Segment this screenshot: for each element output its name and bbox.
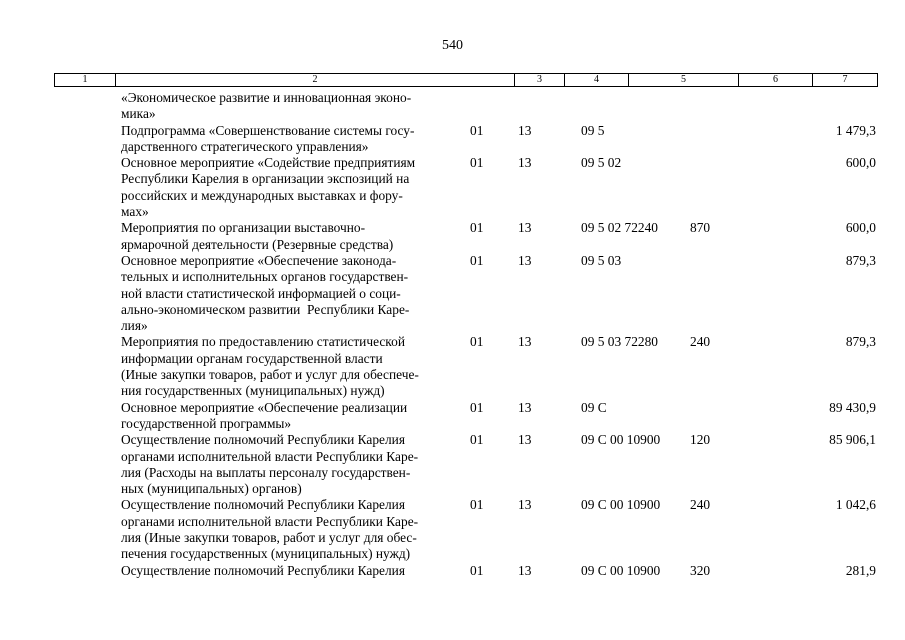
row-amount: 85 906,1	[829, 432, 876, 448]
row-item-name-line: «Экономическое развитие и инновационная эконо-	[121, 90, 412, 105]
row-expense-type-code: 240	[690, 334, 711, 350]
column-header-4: 4	[565, 74, 629, 86]
row-amount: 1 042,6	[835, 497, 876, 513]
row-section-code: 01	[470, 334, 484, 350]
row-target-article-code: 09 С 00 10900	[581, 562, 661, 578]
row-item-name-line: Основное мероприятие «Содействие предприятиям	[121, 155, 416, 171]
row-subsection-code: 13	[518, 122, 532, 138]
row-target-article-code: 09 5 03	[581, 252, 622, 268]
row-expense-type-code: 320	[690, 562, 711, 578]
row-amount: 600,0	[845, 220, 876, 236]
row-item-name-line: тельных и исполнительных органов государствен-	[121, 269, 409, 285]
row-amount: 89 430,9	[829, 399, 876, 415]
row-target-article-code: 09 5 02	[581, 155, 622, 171]
row-section-code: 01	[470, 497, 484, 513]
budget-table-body	[0, 90, 905, 579]
row-expense-type-code: 120	[690, 432, 711, 448]
row-item-name	[121, 253, 456, 334]
row-item-name-line: Осуществление полномочий Республики Карелия	[121, 497, 405, 513]
table-row	[0, 334, 905, 399]
row-subsection-code: 13	[518, 562, 532, 578]
column-header-7: 7	[842, 74, 848, 85]
row-item-name-line: Осуществление полномочий Республики Карелия	[121, 562, 405, 578]
row-subsection-code: 13	[518, 220, 532, 236]
row-section-code: 01	[470, 399, 484, 415]
row-item-name	[121, 400, 456, 433]
row-target-article-code: 09 С 00 10900	[581, 497, 661, 513]
row-item-name-line: Республики Карелия в организации экспозиций на	[121, 171, 410, 187]
row-item-name-line: Осуществление полномочий Республики Карелия	[121, 432, 405, 448]
table-row	[0, 400, 905, 433]
column-header-2: 2	[116, 74, 515, 86]
row-item-name-line: (Иные закупки товаров, работ и услуг для обеспече-	[121, 367, 419, 383]
row-amount: 879,3	[845, 252, 876, 268]
row-section-code: 01	[470, 432, 484, 448]
row-item-name-line: Мероприятия по организации выставочно-	[121, 220, 366, 236]
row-item-name	[121, 90, 456, 123]
row-item-name	[121, 497, 456, 562]
row-item-name	[121, 334, 456, 399]
row-amount: 879,3	[845, 334, 876, 350]
row-item-name-line: ярмарочной деятельности (Резервные средства)	[121, 236, 394, 252]
row-item-name-line: дарственного стратегического управления»	[121, 138, 369, 154]
row-item-name-line: органами исполнительной власти Республики Каре-	[121, 448, 419, 464]
row-item-name-line: ния государственных (муниципальных) нужд)	[121, 383, 385, 399]
row-item-name-line: государственной программы»	[121, 415, 292, 431]
table-row	[0, 253, 905, 335]
table-row	[0, 90, 905, 123]
row-target-article-code: 09 5 03 72280	[581, 334, 658, 350]
row-subsection-code: 13	[518, 155, 532, 171]
column-header-3: 3	[515, 74, 565, 86]
row-item-name-line: лия (Расходы на выплаты персоналу государствен-	[121, 464, 411, 480]
row-expense-type-code: 870	[690, 220, 711, 236]
row-amount: 281,9	[845, 562, 876, 578]
row-section-code: 01	[470, 562, 484, 578]
row-item-name-line: ных (муниципальных) органов)	[121, 481, 302, 497]
row-target-article-code: 09 5 02 72240	[581, 220, 658, 236]
row-section-code: 01	[470, 220, 484, 236]
row-item-name-line: российских и международных выставках и фору-	[121, 187, 403, 203]
row-subsection-code: 13	[518, 432, 532, 448]
table-row	[0, 220, 905, 253]
row-target-article-code: 09 5	[581, 122, 605, 138]
row-item-name	[121, 220, 456, 253]
row-amount: 1 479,3	[835, 122, 876, 138]
row-item-name-line: ной власти статистической информацией о соци-	[121, 285, 401, 301]
row-item-name-line: лия»	[121, 318, 148, 334]
row-expense-type-code: 240	[690, 497, 711, 513]
row-subsection-code: 13	[518, 399, 532, 415]
page-number: 540	[442, 38, 463, 53]
row-section-code: 01	[470, 155, 484, 171]
row-item-name-line: мика»	[121, 106, 156, 122]
row-subsection-code: 13	[518, 334, 532, 350]
table-row	[0, 432, 905, 497]
row-item-name-line: мах»	[121, 204, 149, 220]
row-subsection-code: 13	[518, 252, 532, 268]
row-item-name-line: Мероприятия по предоставлению статистической	[121, 334, 405, 350]
row-item-name-line: Подпрограмма «Совершенствование системы госу-	[121, 122, 415, 138]
row-target-article-code: 09 С	[581, 399, 607, 415]
row-section-code: 01	[470, 252, 484, 268]
column-header-1: 1	[55, 74, 116, 86]
row-item-name	[121, 432, 456, 497]
row-target-article-code: 09 С 00 10900	[581, 432, 661, 448]
table-row	[0, 155, 905, 220]
table-column-header-row	[54, 73, 878, 87]
row-item-name-line: Основное мероприятие «Обеспечение реализации	[121, 399, 408, 415]
table-row	[0, 497, 905, 562]
column-header-5: 5	[629, 74, 739, 86]
row-amount: 600,0	[845, 155, 876, 171]
column-header-6: 6	[739, 74, 813, 86]
row-item-name-line: органами исполнительной власти Республики Каре-	[121, 513, 419, 529]
row-item-name-line: лия (Иные закупки товаров, работ и услуг для обес-	[121, 530, 417, 546]
row-item-name	[121, 123, 456, 156]
row-item-name-line: ально-экономическом развитии Республики Каре-	[121, 301, 410, 317]
row-subsection-code: 13	[518, 497, 532, 513]
table-row	[0, 123, 905, 156]
row-section-code: 01	[470, 122, 484, 138]
row-item-name	[121, 155, 456, 220]
row-item-name-line: информации органам государственной власти	[121, 350, 383, 366]
row-item-name-line: Основное мероприятие «Обеспечение законода-	[121, 252, 397, 268]
row-item-name	[121, 563, 456, 579]
table-row	[0, 563, 905, 579]
row-item-name-line: печения государственных (муниципальных) нужд)	[121, 546, 411, 562]
